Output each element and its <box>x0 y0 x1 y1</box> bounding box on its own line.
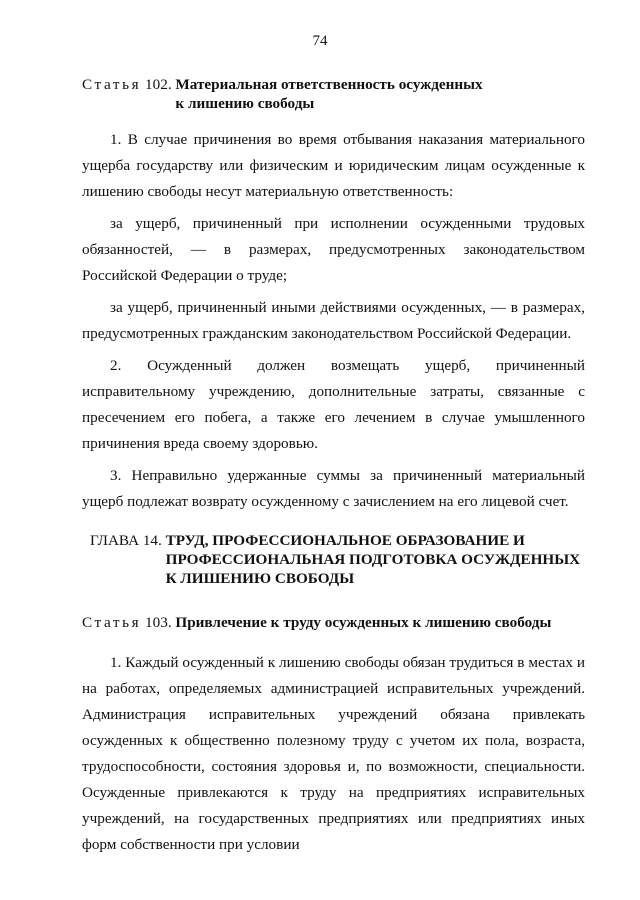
page-number: 74 <box>312 33 328 49</box>
article-label: Статья <box>82 614 142 631</box>
page-content <box>82 72 585 864</box>
article-102-paragraph-3: за ущерб, причиненный иными действиями осужденных, — в размерах, предусмотренных гражданским законодательством Российской Федерации. <box>82 299 585 342</box>
article-title <box>175 72 482 113</box>
chapter-title-line-1: ТРУД, ПРОФЕССИОНАЛЬНОЕ ОБРАЗОВАНИЕ И <box>165 532 525 549</box>
article-102-paragraph-1: 1. В случае причинения во время отбывания наказания материального ущерба государству или физическим и юридическим лицам осужденные к лишению свободы несут материальную ответственность: <box>82 131 585 200</box>
article-title: Привлечение к труду осужденных к лишению свободы <box>175 614 552 631</box>
article-103-heading <box>82 610 585 636</box>
chapter-title-line-3: К ЛИШЕНИЮ СВОБОДЫ <box>165 570 355 587</box>
chapter-label: ГЛАВА 14. <box>90 532 166 549</box>
article-number: 103. <box>141 614 176 631</box>
article-title-line-2: к лишению свободы <box>175 95 315 112</box>
article-number: 102. <box>141 76 176 93</box>
article-102-heading <box>82 72 585 113</box>
article-title-line-1: Материальная ответственность осужденных <box>175 76 483 93</box>
chapter-title-line-2: ПРОФЕССИОНАЛЬНАЯ ПОДГОТОВКА ОСУЖДЕННЫХ <box>165 551 581 568</box>
article-102-paragraph-2: за ущерб, причиненный при исполнении осужденными трудовых обязанностей, — в размерах, предусмотренных законодательством Российской Федерации о труде; <box>82 215 585 284</box>
chapter-14-heading <box>90 531 585 588</box>
article-102-paragraph-5: 3. Неправильно удержанные суммы за причиненный материальный ущерб подлежат возврату осужденному с зачислением на его лицевой счет. <box>82 467 585 510</box>
article-103-paragraph-1: 1. Каждый осужденный к лишению свободы обязан трудиться в местах и на работах, определяемых администрацией исправительных учреждений. Администрация исправительных учреждений обязана привлекать осужденных к общественно полезному труду с учетом их пола, возраста, трудоспособности, состояния здоровья и, по возможности, специальности. Осужденные привлекаются к труду на предприятиях исправительных учреждений, на государственных предприятиях или предприятиях иных форм собственности при условии <box>82 654 585 853</box>
chapter-title <box>166 531 581 588</box>
article-label: Статья <box>82 76 142 93</box>
article-102-paragraph-4: 2. Осужденный должен возмещать ущерб, причиненный исправительному учреждению, дополнительные затраты, связанные с пресечением его побега, а также его лечением в случае умышленного причинения вреда своему здоровью. <box>82 357 585 452</box>
